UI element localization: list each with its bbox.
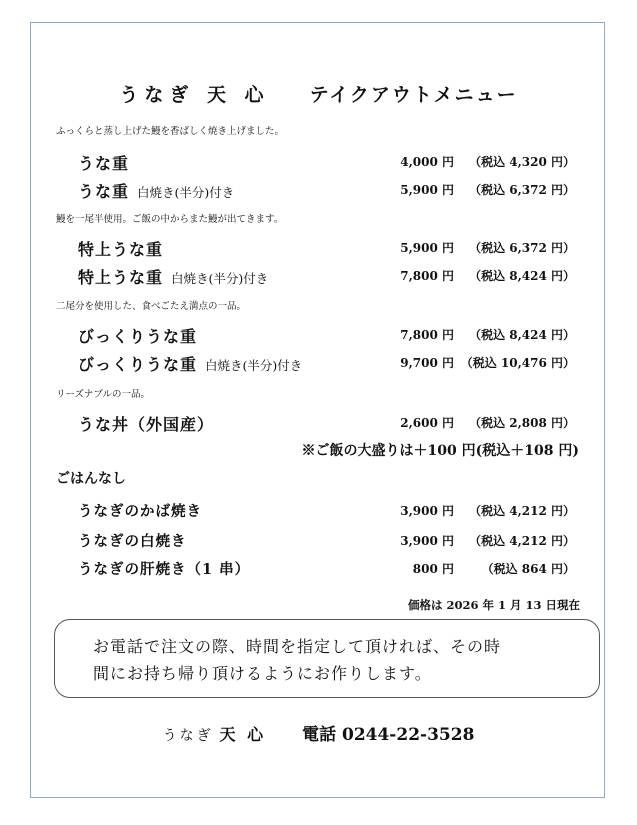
menu-item-tax-price: （税込 864 円） xyxy=(481,562,575,576)
menu-item-tax-price: （税込 10,476 円） xyxy=(460,356,575,370)
footer-shop-name: 天 心 xyxy=(219,725,267,744)
menu-item-price: 2,600 円 xyxy=(400,416,454,430)
rice-large-note: ※ご飯の大盛りは＋100 円(税込＋108 円) xyxy=(301,443,579,459)
title-shop-name: うなぎ 天 心 xyxy=(119,84,270,106)
menu-item-name: うなぎのかば焼き xyxy=(78,503,202,520)
menu-item-price: 5,900 円 xyxy=(400,183,454,197)
menu-item-price: 800 円 xyxy=(412,562,454,576)
no-rice-heading: ごはんなし xyxy=(56,471,126,487)
menu-item-price: 7,800 円 xyxy=(400,269,454,283)
page-title xyxy=(0,80,637,107)
section-description: 鰻を一尾半使用。ご飯の中からまた鰻が出てきます。 xyxy=(56,214,284,225)
price-as-of-date: 価格は 2026 年 1 月 13 日現在 xyxy=(407,598,580,612)
footer-phone: 電話 0244-22-3528 xyxy=(302,725,475,745)
menu-item-option: 白焼き(半分)付き xyxy=(171,271,269,286)
menu-item-name: うな重 xyxy=(78,154,130,173)
menu-item-price: 3,900 円 xyxy=(400,534,454,548)
menu-item-name: 特上うな重 xyxy=(78,240,164,259)
menu-item-price: 7,800 円 xyxy=(400,328,454,342)
order-notice-box xyxy=(54,619,600,698)
section-description: ふっくらと蒸し上げた鰻を香ばしく焼き上げました。 xyxy=(56,126,285,137)
menu-item-tax-price: （税込 8,424 円） xyxy=(469,269,575,283)
menu-item-option: 白焼き(半分)付き xyxy=(137,185,235,200)
notice-line: 間にお持ち帰り頂けるようにお作りします。 xyxy=(93,664,432,683)
title-menu-label: テイクアウトメニュー xyxy=(309,84,518,106)
menu-item-name: うな重 白焼き(半分)付き xyxy=(78,182,235,201)
menu-item-price: 3,900 円 xyxy=(400,504,454,518)
menu-item-name: びっくりうな重 白焼き(半分)付き xyxy=(78,355,303,374)
footer-shop-prefix: うなぎ xyxy=(162,728,214,744)
notice-line: お電話で注文の際、時間を指定して頂ければ、その時 xyxy=(93,637,502,656)
menu-item-tax-price: （税込 4,320 円） xyxy=(469,155,575,169)
menu-item-price: 5,900 円 xyxy=(400,241,454,255)
section-description: リーズナブルの一品。 xyxy=(56,389,150,400)
section-description: 二尾分を使用した、食べごたえ満点の一品。 xyxy=(56,301,247,312)
menu-item-tax-price: （税込 4,212 円） xyxy=(469,504,575,518)
menu-item-option: 白焼き(半分)付き xyxy=(205,358,303,373)
menu-item-tax-price: （税込 6,372 円） xyxy=(469,183,575,197)
menu-item-name: 特上うな重 白焼き(半分)付き xyxy=(78,268,269,287)
menu-item-name: うなぎの肝焼き（1 串） xyxy=(78,561,251,578)
menu-item-tax-price: （税込 6,372 円） xyxy=(469,241,575,255)
menu-item-tax-price: （税込 4,212 円） xyxy=(469,534,575,548)
footer xyxy=(0,720,637,745)
menu-item-tax-price: （税込 2,808 円） xyxy=(469,416,575,430)
menu-item-name: うなぎの白焼き xyxy=(78,533,187,550)
menu-item-name: うな丼（外国産） xyxy=(78,415,215,434)
menu-item-price: 9,700 円 xyxy=(400,356,454,370)
menu-item-price: 4,000 円 xyxy=(400,155,454,169)
menu-item-tax-price: （税込 8,424 円） xyxy=(469,328,575,342)
menu-item-name: びっくりうな重 xyxy=(78,327,198,346)
